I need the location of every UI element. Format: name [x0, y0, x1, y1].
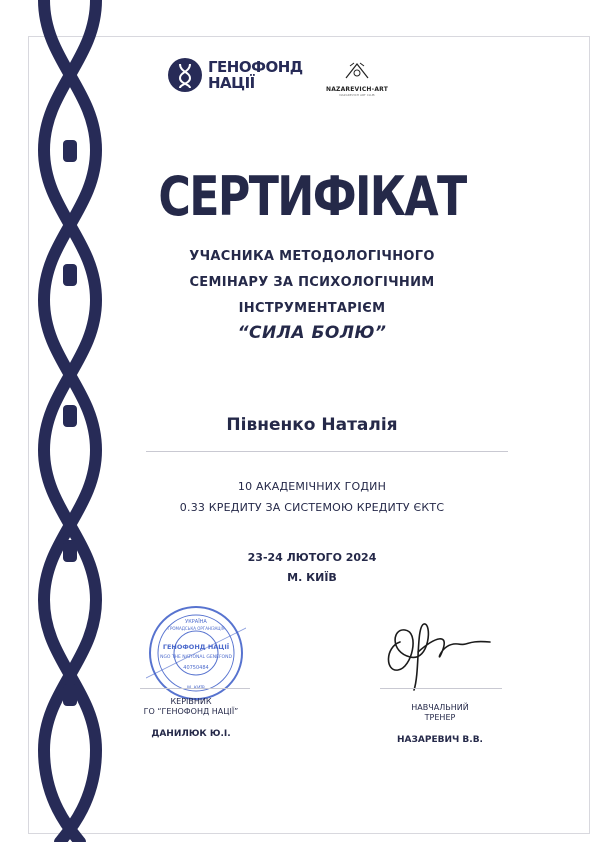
- certificate-title: СЕРТИФІКАТ: [158, 165, 466, 228]
- svg-text:ГРОМАДСЬКА ОРГАНІЗАЦІЯ: ГРОМАДСЬКА ОРГАНІЗАЦІЯ: [167, 626, 225, 631]
- certificate-subtitle: [132, 244, 492, 322]
- trainer-signature-block: [370, 703, 510, 745]
- svg-text:УКРАЇНА: УКРАЇНА: [185, 619, 207, 625]
- event-date: 23-24 ЛЮТОГО 2024: [247, 551, 377, 564]
- genofond-logo-line1: ГЕНОФОНД: [208, 58, 303, 76]
- signature-line-left: [140, 688, 250, 689]
- subtitle-line: ІНСТРУМЕНТАРІЄМ: [238, 301, 386, 316]
- nazarevich-logo-sub: NAZAREVICH ART CLUB: [339, 93, 375, 97]
- trainer-role-line2: ТРЕНЕР: [424, 713, 456, 722]
- nazarevich-emblem-icon: [342, 60, 372, 82]
- hours-text: 10 АКАДЕМІЧНИХ ГОДИН: [237, 480, 387, 493]
- head-name: ДАНИЛЮК Ю.І.: [151, 729, 231, 739]
- dna-logo-icon: [168, 58, 202, 92]
- signature-line-right: [380, 688, 502, 689]
- credits-text: 0.33 КРЕДИТУ ЗА СИСТЕМОЮ КРЕДИТУ ЄКТС: [179, 501, 445, 514]
- trainer-name: НАЗАРЕВИЧ В.В.: [397, 735, 483, 745]
- head-organization: ГО “ГЕНОФОНД НАЦІЇ”: [143, 707, 239, 716]
- head-role: КЕРІВНИК: [170, 697, 212, 706]
- trainer-role-line1: НАВЧАЛЬНИЙ: [411, 703, 469, 712]
- genofond-logo-line2: НАЦІЇ: [208, 74, 255, 92]
- hours-block: [132, 476, 492, 518]
- date-block: [132, 548, 492, 588]
- nazarevich-logo-name: NAZAREVICH-ART: [325, 86, 389, 93]
- subtitle-line: УЧАСНИКА МЕТОДОЛОГІЧНОГО: [189, 249, 435, 264]
- head-signature-block: [116, 697, 266, 739]
- divider-line: [146, 451, 508, 452]
- svg-text:40750484: 40750484: [183, 665, 209, 671]
- genofond-logo: [168, 58, 303, 92]
- svg-text:NGO THE NATIONAL GENEFOND: NGO THE NATIONAL GENEFOND: [160, 655, 232, 660]
- subtitle-line: СЕМІНАРУ ЗА ПСИХОЛОГІЧНИМ: [189, 275, 435, 290]
- recipient-name: Півненко Наталія: [226, 415, 398, 435]
- nazarevich-logo: [322, 60, 392, 97]
- seminar-name: “СИЛА БОЛЮ”: [237, 323, 387, 343]
- dna-helix-decoration: [30, 0, 110, 842]
- event-place: М. КИЇВ: [287, 571, 337, 584]
- svg-text:ГЕНОФОНД НАЦІЇ: ГЕНОФОНД НАЦІЇ: [162, 643, 230, 651]
